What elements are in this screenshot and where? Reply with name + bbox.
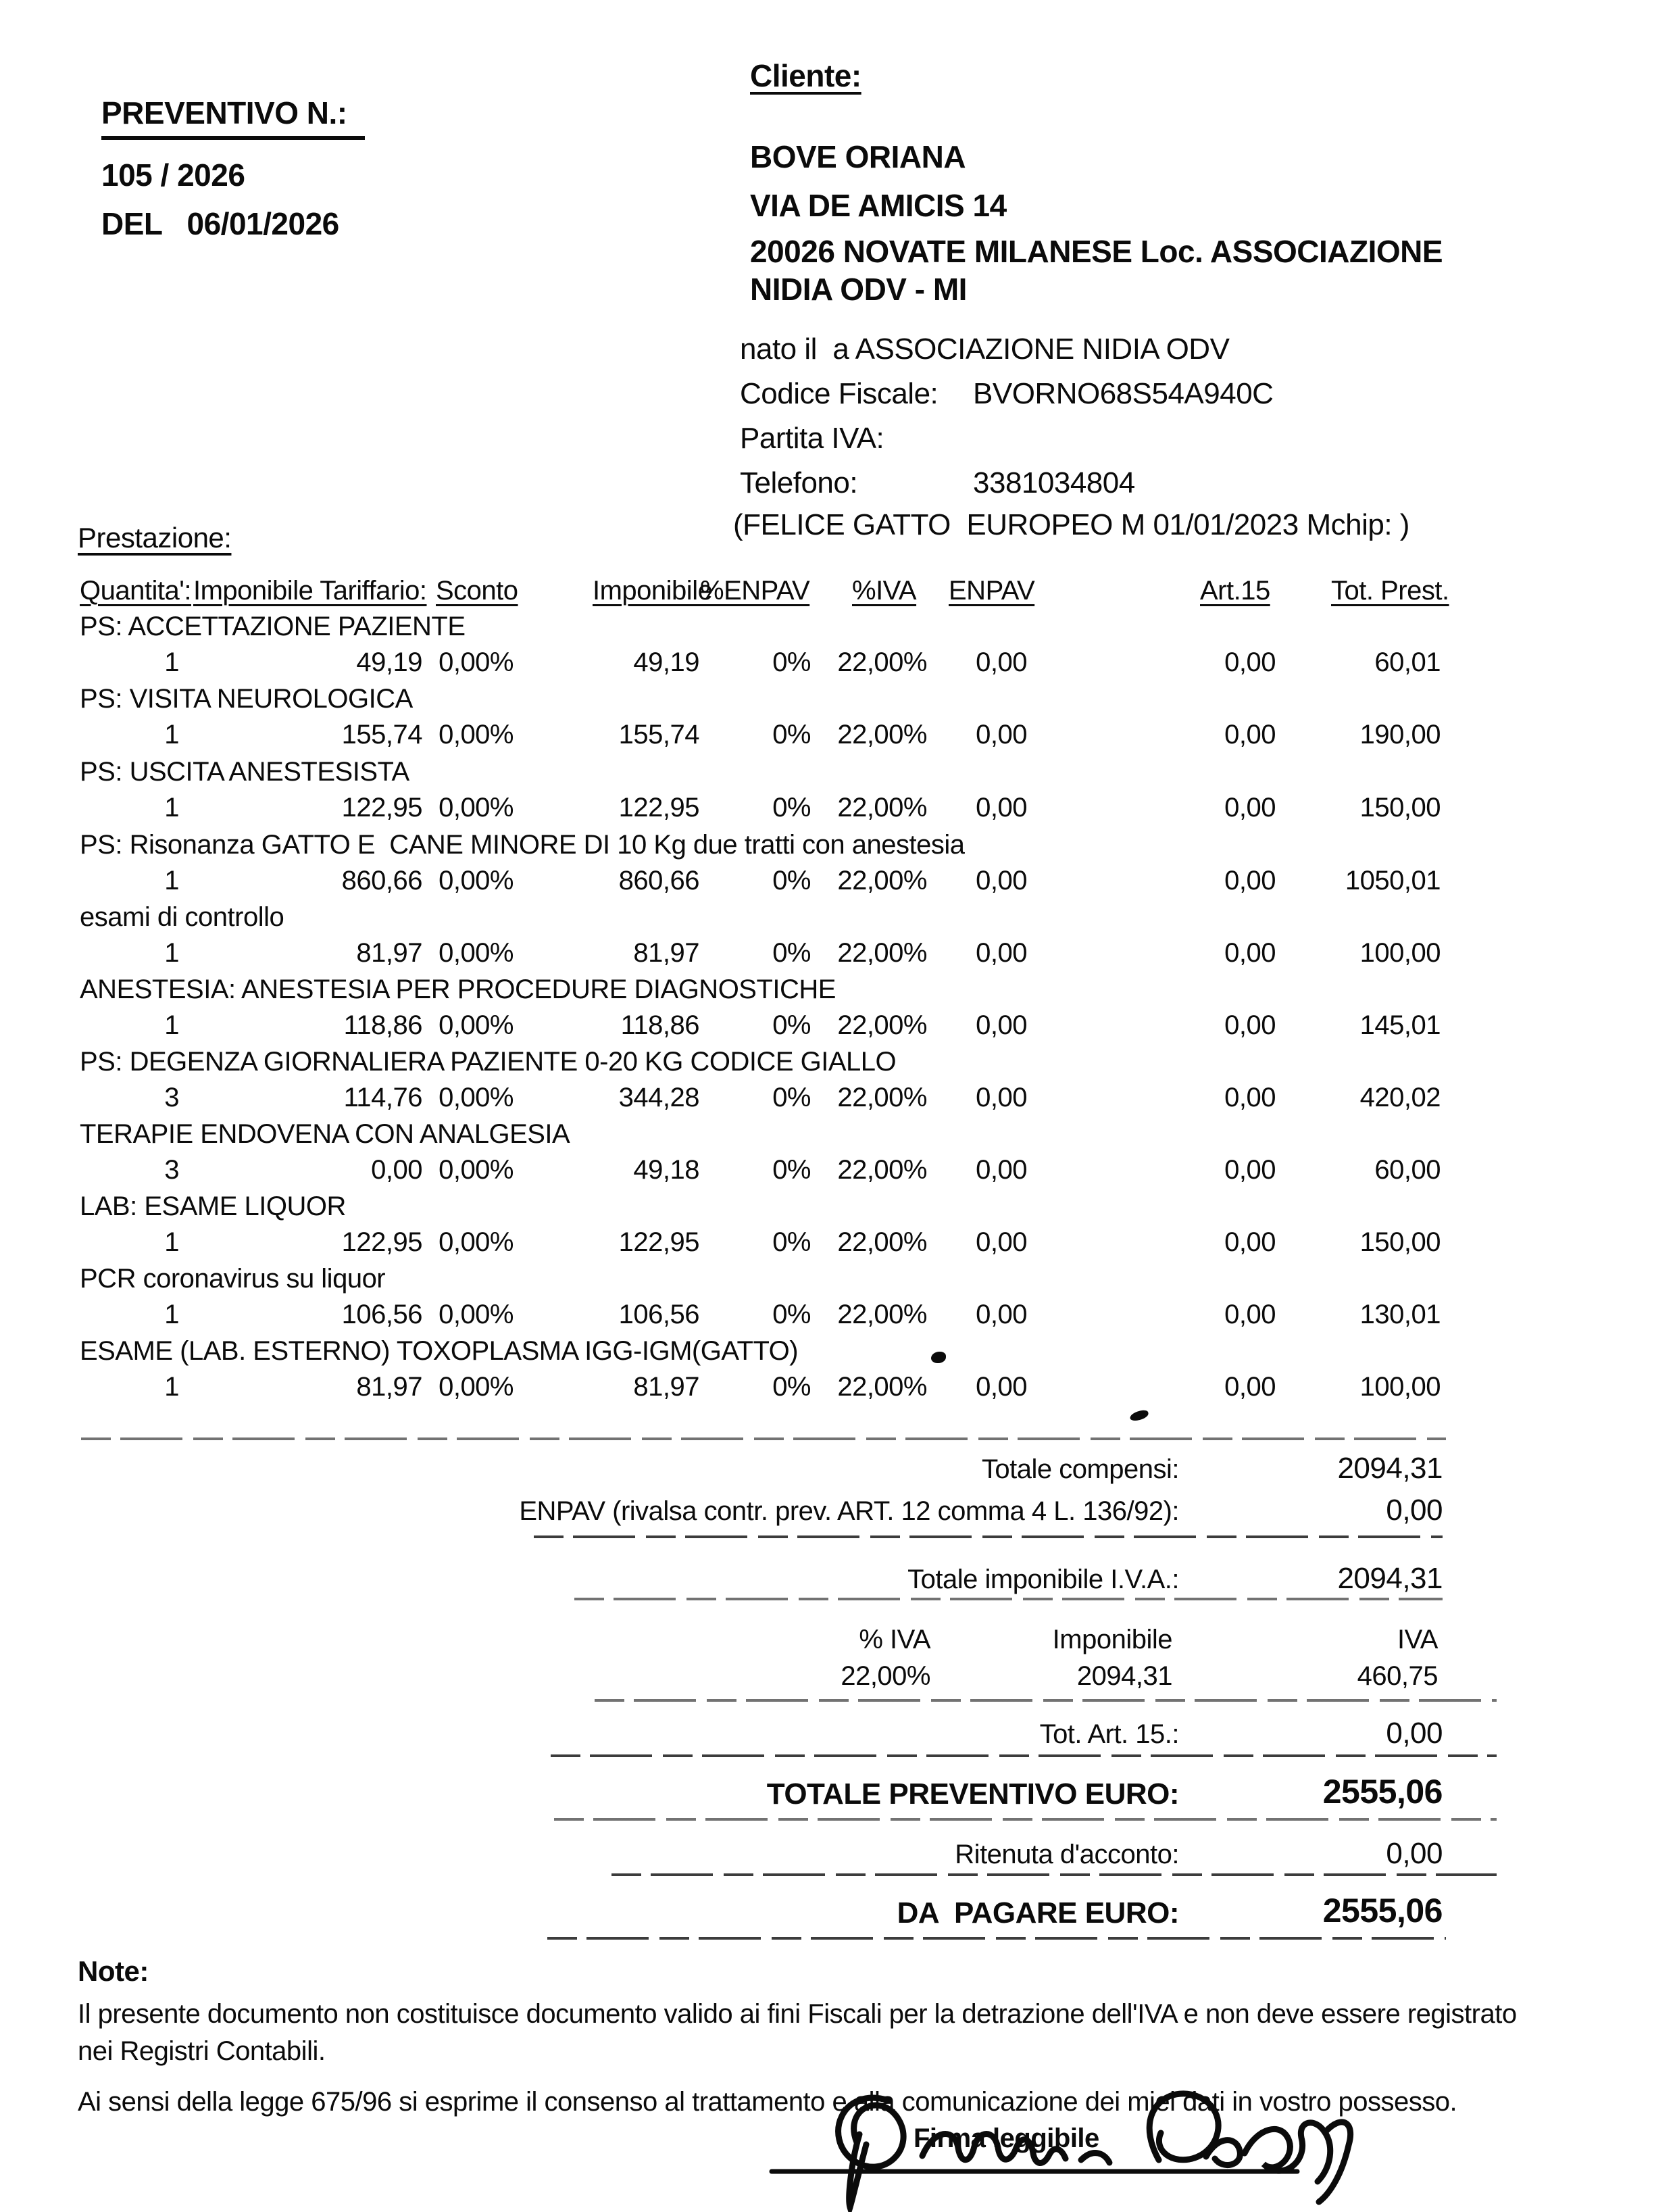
preventivo-title-text: PREVENTIVO N.: [101, 95, 365, 140]
col-header-tariffario: Imponibile Tariffario: [193, 576, 427, 606]
row-tot: 190,00 [1359, 720, 1441, 749]
row-perc_enpav: 0% [772, 1155, 811, 1185]
row-description: PS: VISITA NEUROLOGICA [80, 684, 413, 714]
row-tariffario: 81,97 [356, 938, 422, 968]
telefono-label: Telefono: [740, 466, 858, 499]
row-quantita: 1 [164, 938, 179, 968]
row-quantita: 1 [164, 647, 179, 677]
row-perc_enpav: 0% [772, 647, 811, 677]
row-perc_enpav: 0% [772, 866, 811, 895]
partita-iva-label: Partita IVA: [740, 422, 884, 455]
row-imponibile: 81,97 [633, 938, 699, 968]
row-description: ESAME (LAB. ESTERNO) TOXOPLASMA IGG-IGM(GATTO) [80, 1336, 799, 1366]
enpav-rivalsa-value: 0,00 [1386, 1494, 1443, 1527]
nato-il-line: nato il a ASSOCIAZIONE NIDIA ODV [740, 333, 1230, 366]
row-tot: 145,01 [1359, 1010, 1441, 1040]
row-description: esami di controllo [80, 902, 284, 932]
iva-col-imponibile-header: Imponibile [1052, 1625, 1172, 1654]
cliente-address-line2: 20026 NOVATE MILANESE Loc. ASSOCIAZIONE [750, 234, 1443, 269]
row-imponibile: 106,56 [618, 1300, 699, 1329]
enpav-rivalsa-label: ENPAV (rivalsa contr. prev. ART. 12 comma 4 L. 136/92): [519, 1496, 1179, 1526]
row-art15: 0,00 [1224, 720, 1276, 749]
row-quantita: 1 [164, 1300, 179, 1329]
row-perc_iva: 22,00% [837, 1300, 927, 1329]
da-pagare-value: 2555,06 [1322, 1892, 1443, 1930]
row-perc_iva: 22,00% [837, 1227, 927, 1257]
prestazione-label: Prestazione: [78, 522, 232, 554]
row-perc_iva: 22,00% [837, 866, 927, 895]
row-description: PS: USCITA ANESTESISTA [80, 757, 409, 787]
codice-fiscale-value: BVORNO68S54A940C [973, 377, 1274, 410]
preventivo-number: 105 / 2026 [101, 157, 245, 193]
row-imponibile: 118,86 [620, 1010, 699, 1040]
ritenuta-label: Ritenuta d'acconto: [955, 1840, 1179, 1869]
row-tot: 60,00 [1374, 1155, 1441, 1185]
iva-value: 460,75 [1357, 1661, 1438, 1691]
row-enpav: 0,00 [976, 793, 1027, 822]
da-pagare-label: DA PAGARE EURO: [897, 1896, 1179, 1930]
prestazione-label-wrap [78, 522, 231, 554]
row-perc_enpav: 0% [772, 793, 811, 822]
totale-imponibile-value: 2094,31 [1337, 1562, 1443, 1595]
iva-col-iva-header: IVA [1397, 1625, 1438, 1654]
row-quantita: 1 [164, 793, 179, 822]
tot-art15-label: Tot. Art. 15.: [1039, 1719, 1179, 1749]
row-perc_enpav: 0% [772, 1010, 811, 1040]
row-sconto: 0,00% [439, 1010, 514, 1040]
row-tariffario: 122,95 [341, 793, 422, 822]
row-tariffario: 860,66 [341, 866, 422, 895]
row-enpav: 0,00 [976, 866, 1027, 895]
row-perc_enpav: 0% [772, 1227, 811, 1257]
note-label: Note: [78, 1955, 149, 1987]
row-perc_enpav: 0% [772, 720, 811, 749]
row-sconto: 0,00% [439, 1300, 514, 1329]
tot-art15-value: 0,00 [1386, 1717, 1443, 1750]
note-line1: Il presente documento non costituisce documento valido ai fini Fiscali per la detrazione dell'IVA e non deve essere registrato [78, 1999, 1517, 2029]
separator-line [554, 1818, 1497, 1821]
row-quantita: 1 [164, 1227, 179, 1257]
row-perc_iva: 22,00% [837, 647, 927, 677]
row-enpav: 0,00 [976, 1227, 1027, 1257]
col-header-quantita: Quantita': [80, 576, 191, 606]
row-sconto: 0,00% [439, 1372, 514, 1402]
scan-speck [1129, 1409, 1149, 1422]
row-sconto: 0,00% [439, 866, 514, 895]
row-art15: 0,00 [1224, 1227, 1276, 1257]
row-tariffario: 49,19 [356, 647, 422, 677]
separator-line [611, 1873, 1497, 1876]
col-header-art15: Art.15 [1200, 576, 1270, 606]
codice-fiscale-row [740, 377, 1273, 411]
row-imponibile: 49,18 [633, 1155, 699, 1185]
separator-line [81, 1437, 1446, 1440]
row-sconto: 0,00% [439, 1227, 514, 1257]
row-sconto: 0,00% [439, 1155, 514, 1185]
row-tot: 150,00 [1359, 1227, 1441, 1257]
col-header-tot-prest: Tot. Prest. [1331, 576, 1449, 606]
row-enpav: 0,00 [976, 647, 1027, 677]
row-perc_iva: 22,00% [837, 1155, 927, 1185]
row-art15: 0,00 [1224, 1372, 1276, 1402]
row-tot: 60,01 [1374, 647, 1441, 677]
animale-line: (FELICE GATTO EUROPEO M 01/01/2023 Mchip: ) [733, 508, 1409, 541]
row-art15: 0,00 [1224, 793, 1276, 822]
row-perc_iva: 22,00% [837, 1372, 927, 1402]
row-perc_iva: 22,00% [837, 938, 927, 968]
row-description: ANESTESIA: ANESTESIA PER PROCEDURE DIAGNOSTICHE [80, 975, 836, 1004]
row-tot: 150,00 [1359, 793, 1441, 822]
row-imponibile: 122,95 [618, 793, 699, 822]
cliente-address-line3: NIDIA ODV - MI [750, 272, 967, 307]
row-perc_enpav: 0% [772, 1372, 811, 1402]
cliente-label: Cliente: [750, 58, 861, 93]
row-enpav: 0,00 [976, 1083, 1027, 1112]
row-description: PS: ACCETTAZIONE PAZIENTE [80, 612, 466, 641]
separator-line [534, 1535, 1443, 1538]
row-enpav: 0,00 [976, 938, 1027, 968]
scan-speck [931, 1352, 946, 1363]
separator-line [547, 1937, 1446, 1940]
totale-compensi-label: Totale compensi: [981, 1454, 1179, 1484]
telefono-value: 3381034804 [973, 466, 1135, 499]
telefono-row [740, 466, 1135, 500]
col-header-enpav: ENPAV [949, 576, 1035, 606]
row-imponibile: 344,28 [618, 1083, 699, 1112]
cliente-address-line1: VIA DE AMICIS 14 [750, 188, 1007, 223]
firma-leggibile-label: Firma leggibile [914, 2123, 1099, 2153]
row-imponibile: 155,74 [618, 720, 699, 749]
row-art15: 0,00 [1224, 647, 1276, 677]
row-tariffario: 122,95 [341, 1227, 422, 1257]
row-perc_iva: 22,00% [837, 793, 927, 822]
iva-imponibile-value: 2094,31 [1076, 1661, 1172, 1691]
row-tariffario: 81,97 [356, 1372, 422, 1402]
row-enpav: 0,00 [976, 720, 1027, 749]
totale-imponibile-label: Totale imponibile I.V.A.: [907, 1565, 1179, 1594]
row-description: PS: Risonanza GATTO E CANE MINORE DI 10 Kg due tratti con anestesia [80, 830, 965, 860]
ritenuta-value: 0,00 [1386, 1837, 1443, 1870]
cliente-label-wrap [750, 57, 861, 94]
separator-line [595, 1699, 1497, 1702]
col-header-perc-enpav: %ENPAV [700, 576, 810, 606]
row-quantita: 3 [164, 1083, 179, 1112]
row-art15: 0,00 [1224, 866, 1276, 895]
iva-perc-value: 22,00% [841, 1661, 930, 1691]
totale-preventivo-label: TOTALE PREVENTIVO EURO: [766, 1777, 1179, 1811]
row-art15: 0,00 [1224, 1010, 1276, 1040]
row-perc_enpav: 0% [772, 938, 811, 968]
row-quantita: 1 [164, 1010, 179, 1040]
note-line2: nei Registri Contabili. [78, 2036, 326, 2066]
row-enpav: 0,00 [976, 1010, 1027, 1040]
row-perc_enpav: 0% [772, 1083, 811, 1112]
row-perc_iva: 22,00% [837, 1083, 927, 1112]
row-quantita: 3 [164, 1155, 179, 1185]
cliente-name: BOVE ORIANA [750, 139, 966, 174]
row-sconto: 0,00% [439, 793, 514, 822]
row-enpav: 0,00 [976, 1372, 1027, 1402]
row-art15: 0,00 [1224, 938, 1276, 968]
preventivo-date: DEL 06/01/2026 [101, 206, 339, 241]
row-imponibile: 81,97 [633, 1372, 699, 1402]
consenso-line: Ai sensi della legge 675/96 si esprime il consenso al trattamento e alla comunicazione dei miei dati in vostro possesso. [78, 2087, 1457, 2117]
row-imponibile: 860,66 [618, 866, 699, 895]
row-perc_enpav: 0% [772, 1300, 811, 1329]
row-tariffario: 114,76 [343, 1083, 422, 1112]
row-tariffario: 118,86 [343, 1010, 422, 1040]
totale-preventivo-value: 2555,06 [1322, 1773, 1443, 1811]
separator-line [551, 1754, 1497, 1757]
row-sconto: 0,00% [439, 938, 514, 968]
row-tariffario: 106,56 [341, 1300, 422, 1329]
row-sconto: 0,00% [439, 647, 514, 677]
row-description: TERAPIE ENDOVENA CON ANALGESIA [80, 1119, 570, 1149]
row-tariffario: 0,00 [371, 1155, 422, 1185]
row-art15: 0,00 [1224, 1155, 1276, 1185]
row-imponibile: 122,95 [618, 1227, 699, 1257]
col-header-perc-iva: %IVA [852, 576, 917, 606]
totale-compensi-value: 2094,31 [1337, 1452, 1443, 1485]
row-tariffario: 155,74 [341, 720, 422, 749]
row-perc_iva: 22,00% [837, 720, 927, 749]
row-sconto: 0,00% [439, 1083, 514, 1112]
row-enpav: 0,00 [976, 1155, 1027, 1185]
col-header-sconto: Sconto [436, 576, 518, 606]
row-art15: 0,00 [1224, 1300, 1276, 1329]
row-quantita: 1 [164, 866, 179, 895]
iva-col-perc-header: % IVA [859, 1625, 930, 1654]
row-imponibile: 49,19 [633, 647, 699, 677]
row-quantita: 1 [164, 1372, 179, 1402]
row-tot: 1050,01 [1345, 866, 1441, 895]
row-tot: 420,02 [1359, 1083, 1441, 1112]
row-quantita: 1 [164, 720, 179, 749]
row-description: PS: DEGENZA GIORNALIERA PAZIENTE 0-20 KG CODICE GIALLO [80, 1047, 897, 1077]
row-enpav: 0,00 [976, 1300, 1027, 1329]
row-tot: 130,01 [1359, 1300, 1441, 1329]
row-art15: 0,00 [1224, 1083, 1276, 1112]
preventivo-title [101, 95, 365, 131]
row-sconto: 0,00% [439, 720, 514, 749]
separator-line [574, 1598, 1443, 1600]
row-tot: 100,00 [1359, 938, 1441, 968]
col-header-imponibile: Imponibile [593, 576, 713, 606]
row-tot: 100,00 [1359, 1372, 1441, 1402]
row-perc_iva: 22,00% [837, 1010, 927, 1040]
row-description: LAB: ESAME LIQUOR [80, 1191, 346, 1221]
row-description: PCR coronavirus su liquor [80, 1264, 386, 1294]
codice-fiscale-label: Codice Fiscale: [740, 377, 939, 410]
